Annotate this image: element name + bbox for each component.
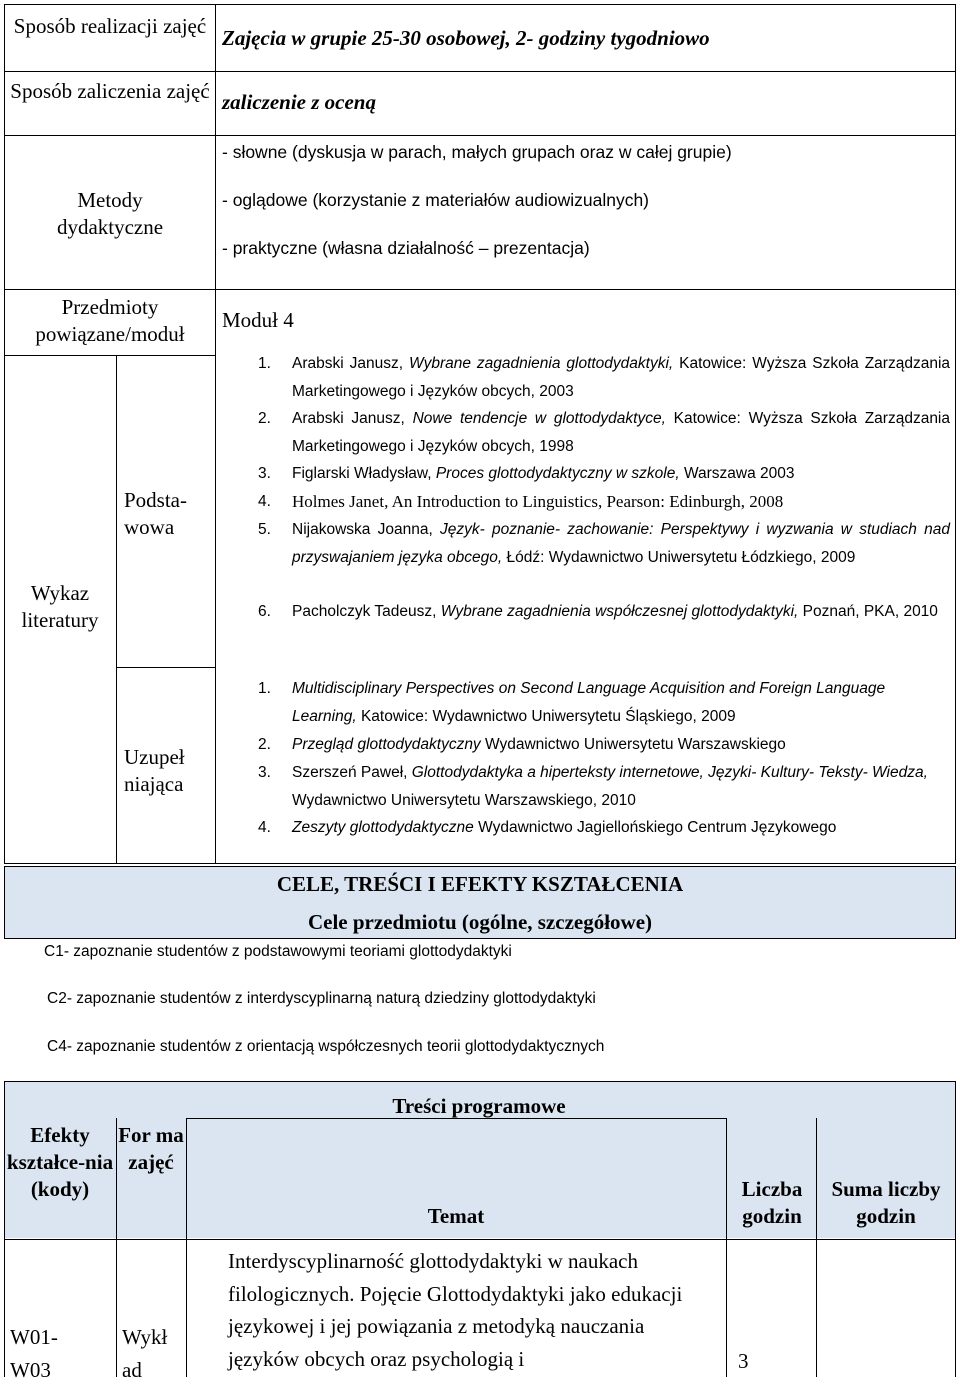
table-border-top <box>4 4 956 5</box>
table-border-bottom <box>4 863 956 864</box>
row-codes: W01-W03 <box>10 1325 58 1382</box>
goals-border-right <box>955 866 956 938</box>
goal-item: C2- zapoznanie studentów z interdyscyplinarną naturą dziedziny glottodydaktyki <box>47 990 596 1007</box>
label-related: Przedmioty powiązane/moduł <box>35 295 185 346</box>
related-value: Moduł 4 <box>222 308 294 332</box>
method-item: - słowne (dyskusja w parach, małych grupach oraz w całej grupie) <box>222 142 732 162</box>
basic-reference: 2. Arabski Janusz, Nowe tendencje w glottodydaktyce, Katowice: Wyższa Szkoła Zarządzania Marketingowego i Języków obcych, 1998 <box>258 410 950 455</box>
label-assessment: Sposób zaliczenia zajęć <box>10 79 210 103</box>
row-divider <box>4 135 956 136</box>
program-border-right <box>955 1081 956 1377</box>
program-border-top <box>4 1081 956 1082</box>
program-col-divider <box>816 1118 817 1377</box>
basic-reference: 3. Figlarski Władysław, Proces glottodydaktyczny w szkole, Warszawa 2003 <box>258 465 795 482</box>
row-form: Wykł ad <box>122 1325 168 1382</box>
row-divider <box>4 289 956 290</box>
method-item: - oglądowe (korzystanie z materiałów audiowizualnych) <box>222 190 649 210</box>
goals-border-top <box>4 866 956 867</box>
goal-item: C4- zapoznanie studentów z orientacją współczesnych teorii glottodydaktycznych <box>47 1038 605 1055</box>
col-total: Suma liczby godzin <box>831 1177 941 1228</box>
program-heading: Treści programowe <box>392 1094 566 1118</box>
row-hours: 3 <box>738 1349 749 1373</box>
realization-value: Zajęcia w grupie 25-30 osobowej, 2- godziny tygodniowo <box>222 26 710 50</box>
supplementary-reference: 2. Przegląd glottodydaktyczny Wydawnictwo Uniwersytetu Warszawskiego <box>258 736 786 753</box>
program-col-divider <box>726 1118 727 1377</box>
table-border-left <box>4 4 5 864</box>
row-divider <box>4 71 956 72</box>
label-methods: Metody dydaktyczne <box>56 188 164 239</box>
supplementary-reference: 1. Multidisciplinary Perspectives on Second Language Acquisition and Foreign Language Learning, Katowice: Wydawnictwo Uniwersytetu Śląskiego, 2009 <box>258 680 886 725</box>
label-supplementary: Uzupeł niająca <box>124 745 185 796</box>
assessment-value: zaliczenie z oceną <box>222 90 376 114</box>
method-item: - praktyczne (własna działalność – prezentacja) <box>222 238 590 258</box>
goal-item: C1- zapoznanie studentów z podstawowymi teoriami glottodydaktyki <box>44 943 512 960</box>
col-form: For ma zajęć <box>118 1123 184 1174</box>
row-topic: Interdyscyplinarność glottodydaktyki w naukach filologicznych. Pojęcie Glottodydaktyki jako edukacji językowej i jej powiązania z metodyką nauczania języków obcych oraz psychologią i <box>228 1249 683 1371</box>
col-topic: Temat <box>427 1204 485 1228</box>
supplementary-reference: 4. Zeszyty glottodydaktyczne Wydawnictwo Jagiellońskiego Centrum Językowego <box>258 819 837 836</box>
program-col-divider <box>186 1118 187 1377</box>
col-effects: Efekty kształce-nia (kody) <box>6 1123 114 1201</box>
basic-reference: 6. Pacholczyk Tadeusz, Wybrane zagadnienia współczesnej glottodydaktyki, Poznań, PKA, 2010 <box>258 603 938 620</box>
row-divider <box>116 667 216 668</box>
program-border-left <box>4 1081 5 1377</box>
goals-heading: CELE, TREŚCI I EFEKTY KSZTAŁCENIA <box>276 872 684 896</box>
basic-reference: 5. Nijakowska Joanna, Język- poznanie- zachowanie: Perspektywy i wyzwania w studiach nad przyswajaniem języka obcego, Łódź: Wydawnictwo Uniwersytetu Łódzkiego, 2009 <box>258 521 950 566</box>
program-col-divider <box>116 1118 117 1377</box>
label-realization: Sposób realizacji zajęć <box>13 14 207 38</box>
col-hours: Liczba godzin <box>741 1177 803 1228</box>
table-border-right <box>955 4 956 864</box>
program-header-divider <box>4 1239 956 1240</box>
basic-reference: 4. Holmes Janet, An Introduction to Linguistics, Pearson: Edinburgh, 2008 <box>258 492 784 511</box>
goals-divider <box>4 938 956 939</box>
supplementary-reference: 3. Szerszeń Paweł, Glottodydaktyka a hiperteksty internetowe, Języki- Kultury- Teksty- Wiedza, Wydawnictwo Uniwersytetu Warszawskiego, 2010 <box>258 764 928 809</box>
goals-subheading: Cele przedmiotu (ogólne, szczegółowe) <box>307 910 653 934</box>
label-basic: Podsta-wowa <box>124 488 187 539</box>
label-literature: Wykaz literatury <box>21 581 99 632</box>
col-divider <box>215 4 216 864</box>
basic-reference: 1. Arabski Janusz, Wybrane zagadnienia glottodydaktyki, Katowice: Wyższa Szkoła Zarządzania Marketingowego i Języków obcych, 2003 <box>258 355 951 400</box>
row-divider <box>4 355 216 356</box>
col-divider <box>116 355 117 864</box>
